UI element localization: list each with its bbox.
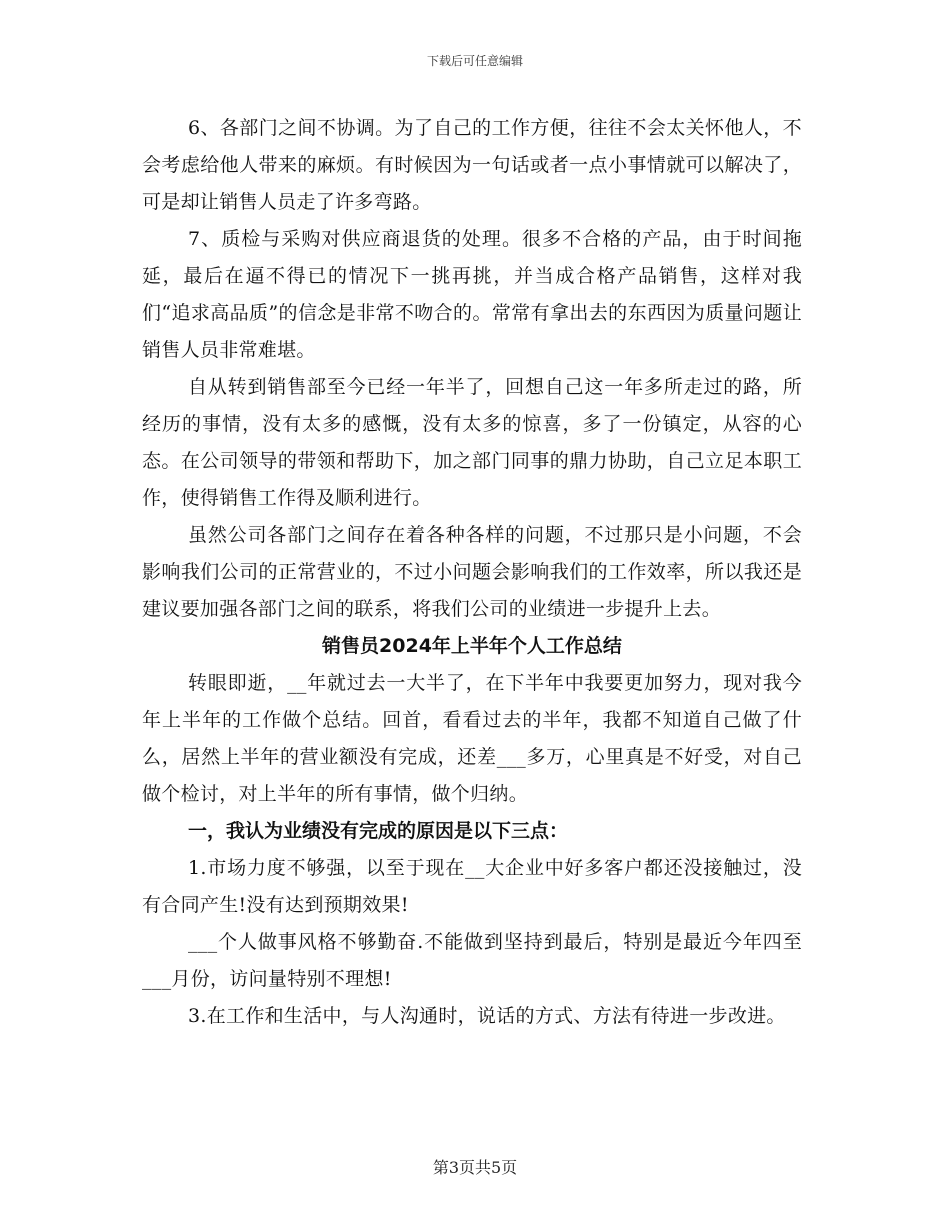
paragraph-intro: 转眼即逝，__年就过去一大半了，在下半年中我要更加努力，现对我今年上半年的工作做个总结。回首，看看过去的半年，我都不知道自己做了什么，居然上半年的营业额没有完成，还差___多万，心里真是不好受，对自己做个检讨，对上半年的所有事情，做个归纳。 — [142, 672, 802, 805]
section-subheading: 一，我认为业绩没有完成的原因是以下三点： — [188, 820, 569, 842]
paragraph-reason-2: ___个人做事风格不够勤奋.不能做到坚持到最后，特别是最近今年四至___月份，访问量特别不理想! — [142, 931, 802, 990]
page-number: 第3页共5页 — [432, 1158, 518, 1177]
paragraph-item-7: 7、质检与采购对供应商退货的处理。很多不合格的产品，由于时间拖延，最后在逼不得已的情况下一挑再挑，并当成合格产品销售，这样对我们“追求高品质”的信念是非常不吻合的。常常有拿出去的东西因为质量问题让销售人员非常难堪。 — [142, 228, 802, 361]
document-body — [142, 110, 802, 1035]
paragraph-item-6: 6、各部门之间不协调。为了自己的工作方便，往往不会太关怀他人，不会考虑给他人带来的麻烦。有时候因为一句话或者一点小事情就可以解决了，可是却让销售人员走了许多弯路。 — [142, 117, 802, 213]
paragraph-reason-3: 3.在工作和生活中，与人沟通时，说话的方式、方法有待进一步改进。 — [188, 1005, 786, 1027]
page-header: 下载后可任意编辑 — [426, 54, 523, 68]
paragraph-reflection: 自从转到销售部至今已经一年半了，回想自己这一年多所走过的路，所经历的事情，没有太多的感慨，没有太多的惊喜，多了一份镇定，从容的心态。在公司领导的带领和帮助下，加之部门同事的鼎力协助，自己立足本职工作，使得销售工作得及顺利进行。 — [142, 376, 802, 509]
paragraph-reason-1: 1.市场力度不够强，以至于现在__大企业中好多客户都还没接触过，没有合同产生!没有达到预期效果! — [142, 857, 802, 916]
paragraph-suggestion: 虽然公司各部门之间存在着各种各样的问题，不过那只是小问题，不会影响我们公司的正常营业的，不过小问题会影响我们的工作效率，所以我还是建议要加强各部门之间的联系，将我们公司的业绩进一步提升上去。 — [142, 524, 802, 620]
section-title: 销售员2024年上半年个人工作总结 — [322, 635, 622, 657]
